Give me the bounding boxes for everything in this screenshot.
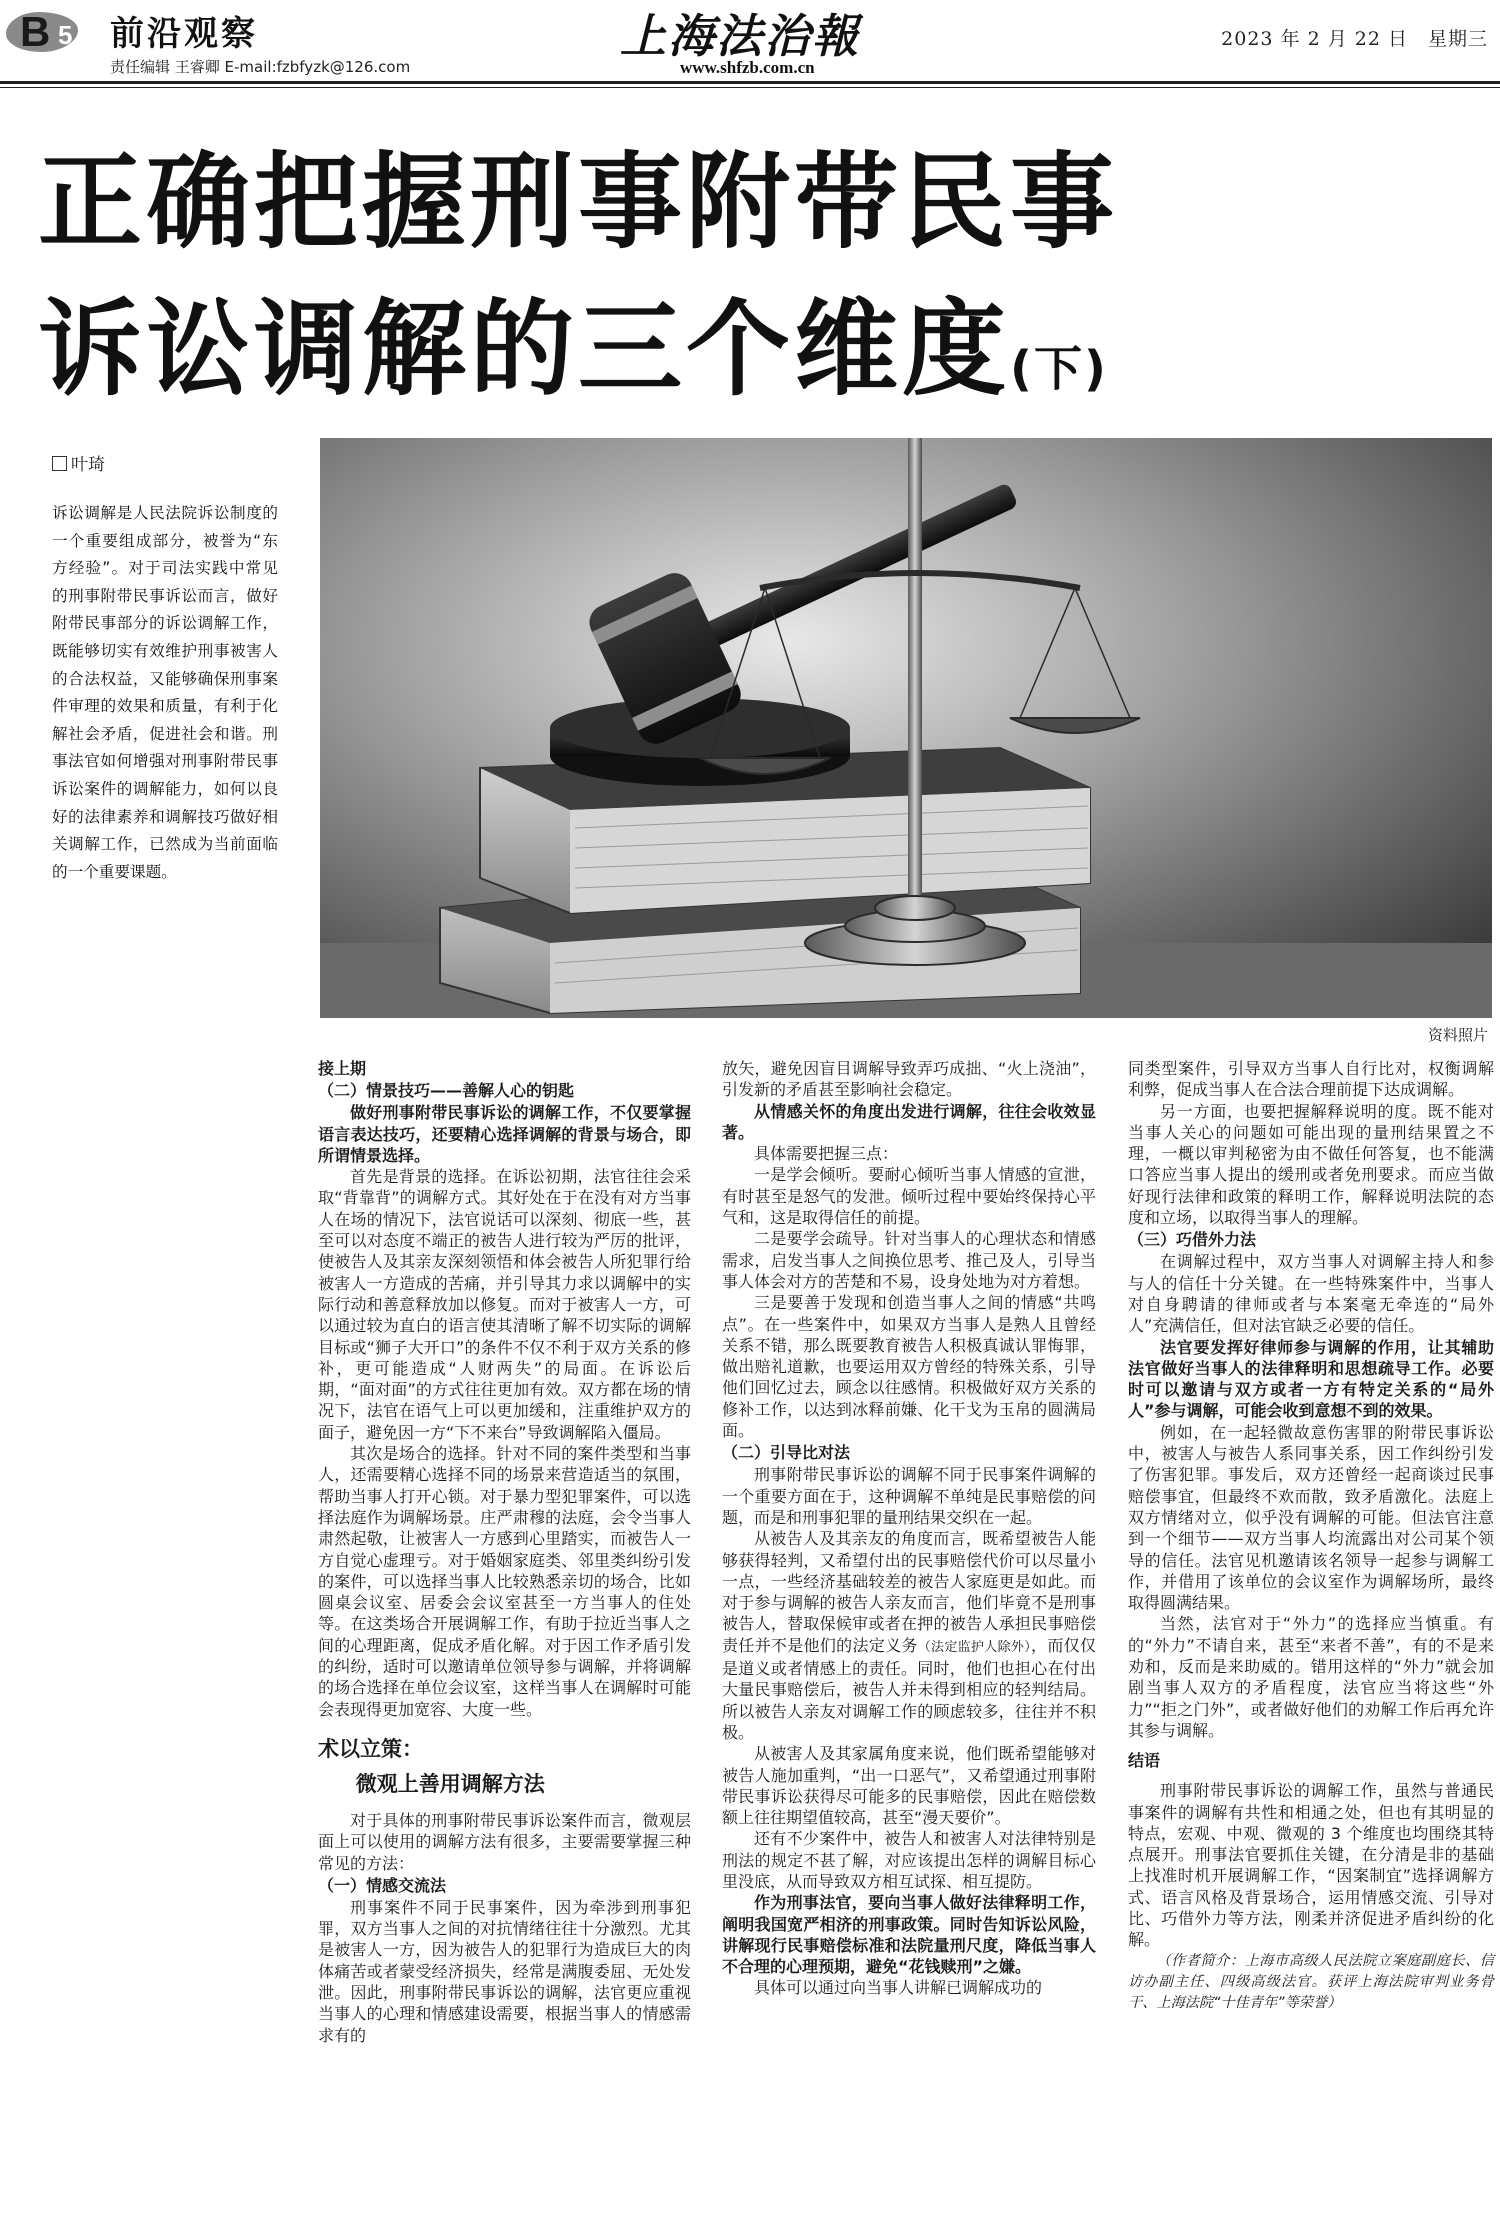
body-paragraph: 还有不少案件中，被告人和被害人对法律特别是刑法的规定不甚了解，对应该提出怎样的调解目标心里没底，从而导致双方相互试探、相互提防。 (722, 1829, 1096, 1891)
section-heading: 术以立策： (318, 1736, 423, 1761)
byline-box-icon (52, 456, 67, 471)
body-paragraph: 在调解过程中，双方当事人对调解主持人和参与人的信任十分关键。在一些特殊案件中，当事人对自身聘请的律师或者与本案毫无牵连的“局外人”充满信任，但对法官缺乏必要的信任。 (1128, 1252, 1494, 1336)
body-paragraph: 一是学会倾听。要耐心倾听当事人情感的宣泄，有时甚至是怒气的发泄。倾听过程中要始终保持心平气和，这是取得信任的前提。 (722, 1165, 1096, 1228)
books-icon (440, 748, 1090, 1013)
lead-paragraph: 法官要发挥好律师参与调解的作用，让其辅助法官做好当事人的法律释明和思想疏导工作。必要时可以邀请与双方或者一方有特定关系的“局外人”参与调解，可能会收到意想不到的效果。 (1128, 1337, 1494, 1421)
continued-marker: 接上期 (318, 1059, 367, 1078)
body-paragraph: 例如，在一起轻微故意伤害罪的附带民事诉讼中，被害人与被告人系同事关系，因工作纠纷引发了伤害犯罪。事发后，双方还曾经一起商谈过民事赔偿事宜，但最终不欢而散，致矛盾激化。法庭上双方情绪对立，似乎没有调解的可能。但法官注意到一个细节——双方当事人均流露出对公司某个领导的信任。法官见机邀请该名领导一起参与调解工作，并借用了该单位的会议室作为调解场所，最终取得圆满结果。 (1128, 1422, 1494, 1613)
editor-line: 责任编辑 王睿卿 E-mail:fzbfyzk@126.com (110, 58, 411, 76)
page-number-tag (6, 8, 98, 58)
subsection-heading: （二）情景技巧——善解人心的钥匙 (318, 1081, 575, 1101)
body-paragraph: 放矢，避免因盲目调解导致弄巧成拙、“火上浇油”，引发新的矛盾甚至影响社会稳定。 (722, 1059, 1096, 1100)
body-text: ，而仅仅是道义或者情感上的责任。同时，他们也担心在付出大量民事赔偿后，被告人并未得到相应的轻判结局。所以被告人亲友对调解工作的顾虑较多，往往并不积极。 (722, 1635, 1096, 1742)
body-paragraph: 首先是背景的选择。在诉讼初期，法官往往会采取“背靠背”的调解方式。其好处在于在没有对方当事人在场的情况下，法官说话可以深刻、彻底一些，甚至可以对态度不端正的被告人进行较为严厉的批评，使被告人及其亲友深刻领悟和体会被告人所犯罪行给被害人一方造成的苦痛，并引导其力求以调解中的实际行动和善意释放加以修复。而对于被害人一方，可以通过较为直白的语言使其清晰了解不切实际的调解目标或“狮子大开口”的条件不仅不利于双方关系的修补，更可能造成“人财两失”的局面。在诉讼后期，“面对面”的方式往往更加有效。双方都在场的情况下，法官在语气上可以更加缓和，注重维护双方的面子，避免因一方“下不来台”导致调解陷入僵局。 (318, 1167, 691, 1442)
body-paragraph: 对于具体的刑事附带民事诉讼案件而言，微观层面上可以使用的调解方法有很多，主要需要掌握三种常见的方法： (318, 1810, 691, 1873)
body-paragraph: 从被害人及其家属角度来说，他们既希望能够对被告人施加重判，“出一口恶气”，又希望通过刑事附带民事诉讼获得尽可能多的民事赔偿，因此在赔偿数额上往往期望值较高，甚至“漫天要价”。 (722, 1744, 1096, 1828)
body-paragraph: 三是要善于发现和创造当事人之间的情感“共鸣点”。在一些案件中，如果双方当事人是熟人且曾经关系不错，那么既要教育被告人积极真诚认罪悔罪，做出赔礼道歉，也要运用双方曾经的特殊关系，引导他们回忆过去，顾念以往感情。积极做好双方关系的修补工作，以达到冰释前嫌、化干戈为玉帛的圆满局面。 (722, 1293, 1096, 1441)
photo-credit: 资料照片 (1427, 1026, 1488, 1044)
newspaper-logo: 上海法治報 (620, 9, 860, 63)
body-paragraph: 二是要学会疏导。针对当事人的心理状态和情感需求，启发当事人之间换位思考、推己及人，引导当事人体会对方的苦楚和不易，设身处地为对方着想。 (722, 1229, 1096, 1291)
body-column-2 (722, 1058, 1096, 1999)
lead-paragraph: 从情感关怀的角度出发进行调解，往往会收效显著。 (722, 1101, 1096, 1142)
author-name: 叶琦 (71, 455, 105, 475)
subsection-heading: （一）情感交流法 (318, 1875, 447, 1895)
body-column-1 (318, 1058, 691, 2046)
headline-line-2-text: 诉讼调解的三个维度 (38, 288, 1011, 410)
lead-paragraph: 做好刑事附带民事诉讼的调解工作，不仅要掌握语言表达技巧，还要精心选择调解的背景与场合，即所谓情景选择。 (318, 1103, 691, 1165)
body-paragraph: 同类型案件，引导双方当事人自行比对，权衡调解利弊，促成当事人在合法合理前提下达成调解。 (1128, 1059, 1494, 1100)
body-text: 从被告人及其亲友的角度而言，既希望被告人能够获得轻判，又希望付出的民事赔偿代价可以尽量小一点，一些经济基础较差的被告人家庭更是如此。而对于参与调解的被告人亲友而言，他们毕竟不是刑事被告人，替取保候审或者在押的被告人承担民事赔偿责任并不是他们的法定义务 (722, 1529, 1096, 1655)
page-number: 5 (58, 20, 73, 50)
body-column-3 (1128, 1058, 1494, 2014)
body-text-small: （法定监护人除外） (917, 1639, 1032, 1655)
body-paragraph: 其次是场合的选择。针对不同的案件类型和当事人，还需要精心选择不同的场景来营造适当的氛围，帮助当事人打开心锁。对于暴力型犯罪案件，可以选择法庭作为调解场景。庄严肃穆的法庭，会令当事人肃然起敬，让被害人一方感到心里踏实，而被告人一方自觉心虚理亏。对于婚姻家庭类、邻里类纠纷引发的案件，可以选择当事人比较熟悉亲切的场合，比如圆桌会议室、居委会会议室甚至一方当事人的住处等。在这类场合开展调解工作，有助于拉近当事人之间的心理距离，促成矛盾化解。对于因工作矛盾引发的纠纷，适时可以邀请单位领导参与调解，并将调解的场合选择在单位会议室，这样当事人在调解时可能会表现得更加宽容、大度一些。 (318, 1444, 691, 1719)
masthead-rule-thin (0, 87, 1500, 88)
issue-date: 2023 年 2 月 22 日 星期三 (1221, 28, 1488, 50)
website-url: www.shfzb.com.cn (680, 58, 815, 77)
author-note: （作者简介：上海市高级人民法院立案庭副庭长、信访办副主任、四级高级法官。获评上海法院审判业务骨干、上海法院“十佳青年”等荣誉） (1128, 1952, 1494, 2012)
section-name: 前沿观察 (110, 14, 258, 54)
spacer (1128, 1741, 1494, 1749)
masthead-rule (0, 81, 1500, 84)
body-paragraph: 当然，法官对于“外力”的选择应当慎重。有的“外力”不请自来，甚至“来者不善”，有的不是来劝和，反而是来助威的。错用这样的“外力”就会加剧当事人双方的矛盾程度，法官应当将这些“外力”“拒之门外”，或者做好他们的劝解工作后再允许其参与调解。 (1128, 1614, 1494, 1740)
body-paragraph: 刑事案件不同于民事案件，因为牵涉到刑事犯罪，双方当事人之间的对抗情绪往往十分激烈。尤其是被害人一方，因为被告人的犯罪行为造成巨大的肉体痛苦或者蒙受经济损失，经常是满腹委屈、无处发泄。因此，刑事附带民事诉讼的调解，法官更应重视当事人的心理和情感建设需要，根据当事人的情感需求有的 (318, 1897, 691, 2045)
headline-part-label: (下) (1010, 341, 1108, 397)
lead-paragraph: 作为刑事法官，要向当事人做好法律释明工作，阐明我国宽严相济的刑事政策。同时告知诉讼风险，讲解现行民事赔偿标准和法院量刑尺度，降低当事人不合理的心理预期，避免“花钱赎刑”之嫌。 (722, 1893, 1096, 1977)
spacer (1128, 1772, 1494, 1780)
page-letter: B (20, 8, 51, 55)
section-subheading: 微观上善用调解方法 (355, 1771, 545, 1796)
body-paragraph (722, 1528, 1096, 1743)
body-paragraph: 具体可以通过向当事人讲解已调解成功的 (754, 1978, 1043, 1998)
headline-line-2 (38, 265, 1108, 415)
body-paragraph: 具体需要把握三点： (754, 1144, 899, 1164)
article-photo (320, 438, 1492, 1018)
body-paragraph: 另一方面，也要把握解释说明的度。既不能对当事人关心的问题如可能出现的量刑结果置之不理，一概以审判秘密为由不做任何答复，也不能满口答应当事人提出的缓刑或者免刑要求。而应当做好现行法律和政策的释明工作，解释说明法院的态度和立场，以取得当事人的理解。 (1128, 1101, 1494, 1228)
subsection-heading: （三）巧借外力法 (1128, 1230, 1257, 1250)
body-paragraph: 刑事附带民事诉讼的调解不同于民事案件调解的一个重要方面在于，这种调解不单纯是民事赔偿的问题，而是和刑事犯罪的量刑结果交织在一起。 (722, 1465, 1096, 1527)
byline (52, 450, 105, 475)
conclusion-heading: 结语 (1128, 1751, 1161, 1771)
headline-line-1: 正确把握刑事附带民事 (38, 141, 1119, 263)
body-paragraph: 刑事附带民事诉讼的调解工作，虽然与普通民事案件的调解有共性和相通之处，但也有其明显的特点，宏观、中观、微观的 3 个维度也均围绕其特点展开。刑事法官要抓住关键，在分清是非的基础上找准时机开展调解工作，“因案制宜”选择调解方式、语言风格及背景场合，运用情感交流、引导对比、巧借外力等方法，刚柔并济促进矛盾纠纷的化解。 (1128, 1781, 1494, 1950)
subsection-heading: （二）引导比对法 (722, 1443, 851, 1463)
intro-paragraph: 诉讼调解是人民法院诉讼制度的一个重要组成部分，被誉为“东方经验”。对于司法实践中常见的刑事附带民事诉讼而言，做好附带民事部分的诉讼调解工作，既能够切实有效维护刑事被害人的合法权益，又能够确保刑事案件审理的效果和质量，有利于化解社会矛盾，促进社会和谐。刑事法官如何增强对刑事附带民事诉讼案件的调解能力，如何以良好的法律素养和调解技巧做好相关调解工作，已然成为当前面临的一个重要课题。 (52, 504, 278, 881)
